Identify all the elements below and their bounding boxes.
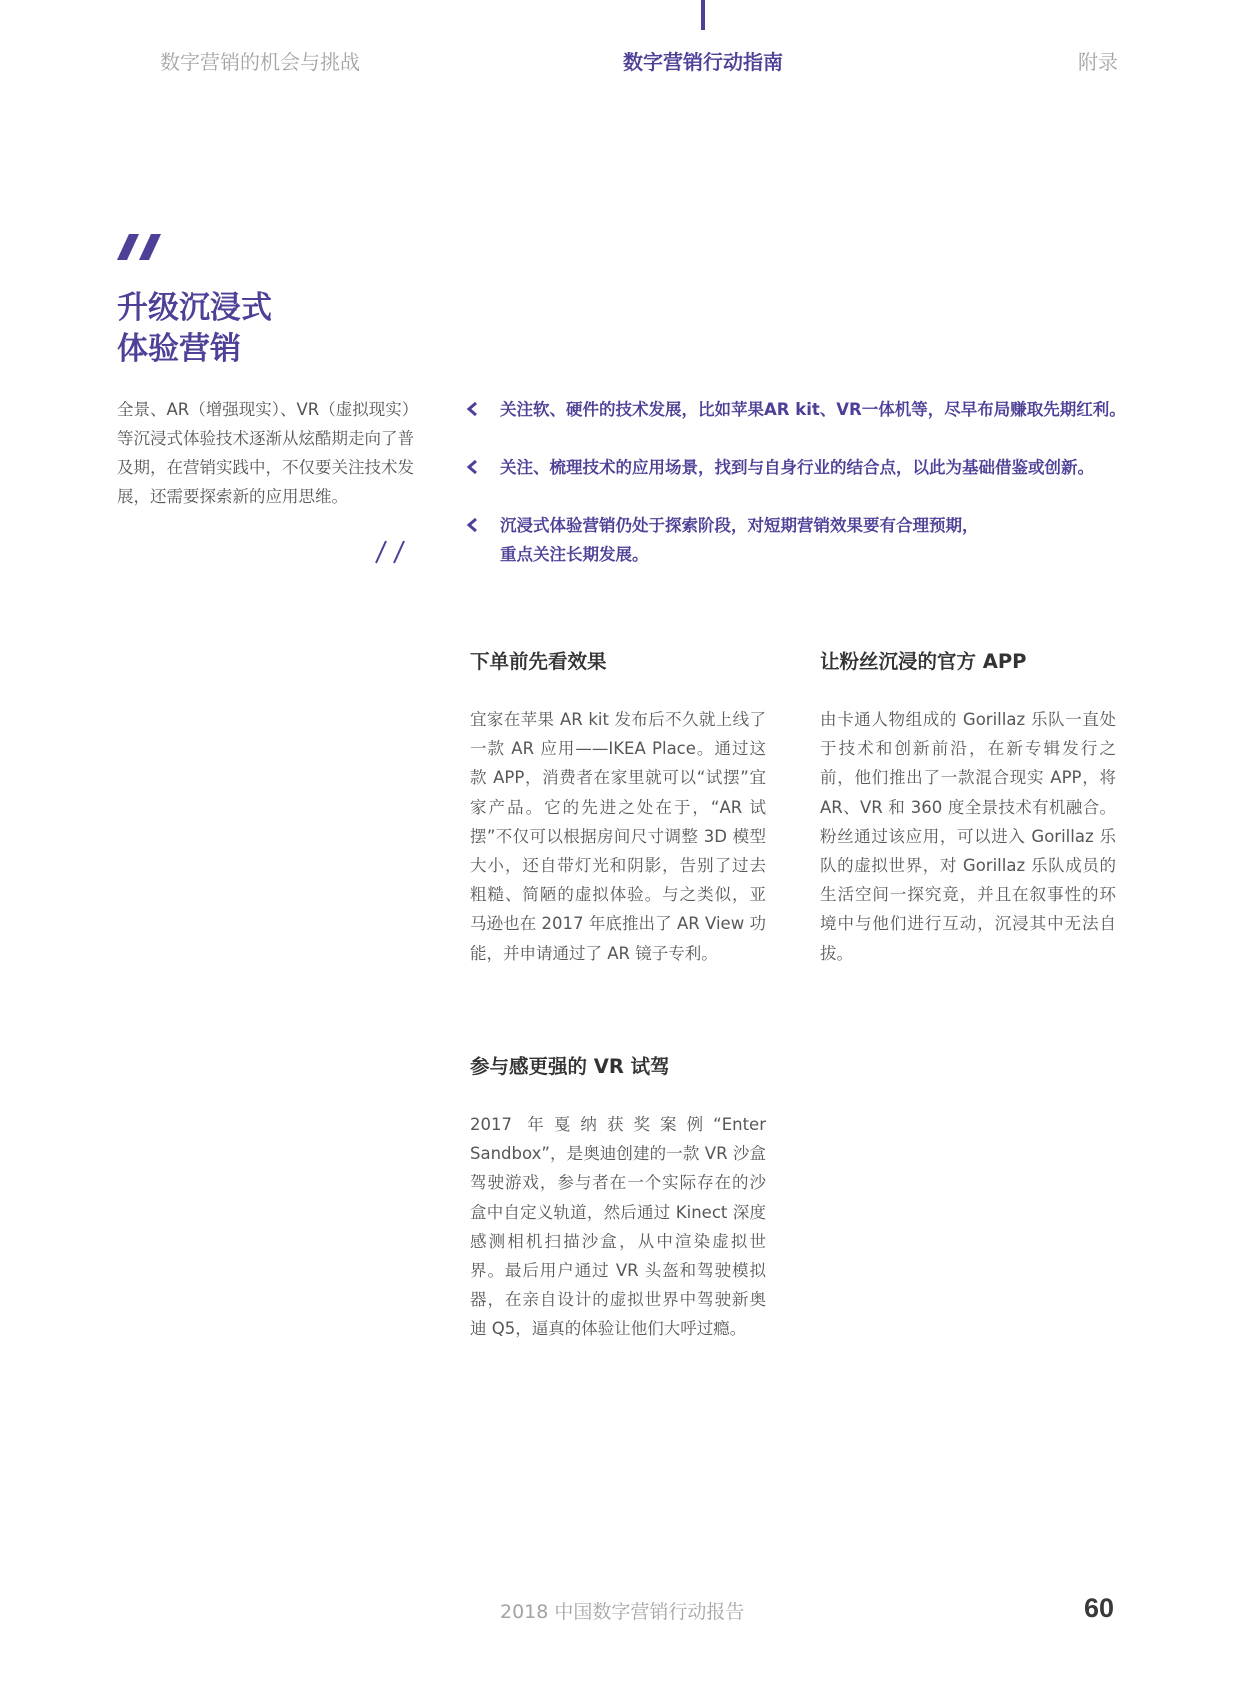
key-point-item: [466, 453, 1146, 482]
chevron-left-icon: [466, 518, 478, 532]
report-title: 2018 中国数字营销行动报告: [500, 1601, 745, 1623]
case-audi-title: 参与感更强的 VR 试驾: [470, 1055, 670, 1078]
header-divider-tick: [701, 0, 705, 30]
key-point-item: [466, 511, 1146, 569]
key-point-text: 关注软、硬件的技术发展，比如苹果AR kit、VR一体机等，尽早布局赚取先期红利。: [500, 400, 1126, 419]
case-ikea-body: 宜家在苹果 AR kit 发布后不久就上线了一款 AR 应用——IKEA Place。通过这款 APP，消费者在家里就可以“试摆”宜家产品。它的先进之处在于，“AR 试摆”不仅可以根据房间尺寸调整 3D 模型大小，还自带灯光和阴影，告别了过去粗糙、简陋的虚拟体验。与之类似，亚马逊也在 2017 年底推出了 AR View 功能，并申请通过了 AR 镜子专利。: [470, 710, 766, 963]
section-title-line-2: 体验营销: [117, 331, 241, 367]
chevron-left-icon: [466, 460, 478, 474]
nav-item-appendix[interactable]: 附录: [1078, 50, 1118, 74]
case-gorillaz-title: 让粉丝沉浸的官方 APP: [820, 650, 1027, 673]
nav-item-opportunities[interactable]: 数字营销的机会与挑战: [160, 50, 360, 74]
section-title: [117, 288, 272, 370]
chevron-left-icon: [466, 402, 478, 416]
case-gorillaz-body: 由卡通人物组成的 Gorillaz 乐队一直处于技术和创新前沿，在新专辑发行之前，他们推出了一款混合现实 APP，将 AR、VR 和 360 度全景技术有机融合。粉丝通过该应用，可以进入 Gorillaz 乐队的虚拟世界，对 Gorillaz 乐队成员的生活空间一探究竟，并且在叙事性的环境中与他们进行互动，沉浸其中无法自拔。: [820, 710, 1116, 963]
section-intro: 全景、AR（增强现实）、VR（虚拟现实）等沉浸式体验技术逐渐从炫酷期走向了普及期，在营销实践中，不仅要关注技术发展，还需要探索新的应用思维。: [117, 400, 414, 506]
key-point-text: 关注、梳理技术的应用场景，找到与自身行业的结合点，以此为基础借鉴或创新。: [500, 458, 1094, 477]
key-point-text: 沉浸式体验营销仍处于探索阶段，对短期营销效果要有合理预期，: [500, 516, 979, 535]
page-number: 60: [1083, 1593, 1114, 1623]
nav-item-action-guide[interactable]: 数字营销行动指南: [623, 50, 783, 74]
key-point-text-continued: 重点关注长期发展。: [500, 545, 649, 564]
case-audi-body: 2017 年戛纳获奖案例“Enter Sandbox”，是奥迪创建的一款 VR 沙盒驾驶游戏，参与者在一个实际存在的沙盒中自定义轨道，然后通过 Kinect 深度感测相机扫描沙盒，从中渲染虚拟世界。最后用户通过 VR 头盔和驾驶模拟器，在亲自设计的虚拟世界中驾驶新奥迪 Q5，逼真的体验让他们大呼过瘾。: [470, 1115, 766, 1339]
slash-divider-icon: [374, 540, 408, 564]
double-slash-icon: [117, 234, 163, 260]
key-points-list: [466, 395, 1146, 598]
case-ikea-title: 下单前先看效果: [470, 650, 607, 673]
key-point-item: [466, 395, 1146, 424]
section-title-line-1: 升级沉浸式: [117, 290, 272, 326]
